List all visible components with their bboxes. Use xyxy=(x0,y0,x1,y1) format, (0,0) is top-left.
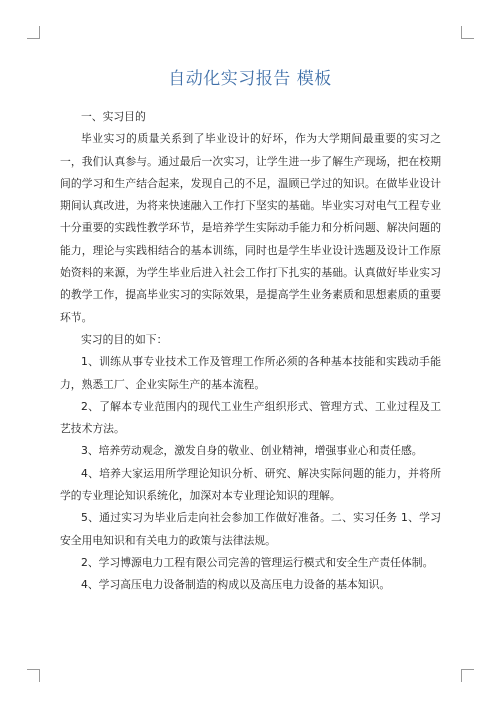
list-item: 4、学习高压电力设备制造的构成以及高压电力设备的基本知识。 xyxy=(81,578,391,592)
list-item: 1、训练从事专业技术工作及管理工作所必须的各种基本技能和实践动手能 力，熟悉工厂、企业实际生产的基本流程。 xyxy=(60,355,441,391)
paragraph: 实习的目的如下： xyxy=(81,332,168,346)
list-item: 2、了解本专业范围内的现代工业生产组织形式、管理方式、工业过程及工 艺技术方法。 xyxy=(60,399,441,436)
list-item: 3、培养劳动观念，激发自身的敬业、创业精神，增强事业心和责任感。 xyxy=(81,444,423,458)
document-body xyxy=(60,106,441,597)
crop-mark-top-left xyxy=(27,26,40,39)
crop-mark-bottom-right xyxy=(461,669,474,682)
list-item: 5、通过实习为毕业后走向社会参加工作做好准备。二、实习任务 1、学习安全用电知识和有关电力的政策与法律法规。 xyxy=(60,511,441,547)
document-title: 自动化实习报告 模板 xyxy=(168,69,332,89)
list-item: 2、学习博源电力工程有限公司完善的管理运行模式和安全生产责任体制。 xyxy=(81,555,434,569)
paragraph: 毕业实习的质量关系到了毕业设计的好坏，作为大学期间最重要的实习之 一，我们认真参与。通过最后一次实习，让学生进一步了解生产现场，把在校期 间的学习和生产结合起来，发现自己的不足，温顾已学过的知识。在做毕业设计 期间认真改进，为将来快速融入工作打下坚实的基础。毕业实习对电气工程专业 十分重要的实践性教学环节，是培养学生实际动手能力和分析问题、解决问题的 能力，理论与实践相结合的基本训练，同时也是学生毕业设计选题及设计工作原 始资料的来源，为学生毕业后进入社会工作打下扎实的基础。认真做好毕业实习 的教学工作，提高毕业实习的实际效果，是提高学生业务素质和思想素质的重要 环节。 xyxy=(60,132,441,324)
section-heading: 一、实习目的 xyxy=(81,110,146,123)
crop-mark-top-right xyxy=(461,26,474,39)
list-item: 4、培养大家运用所学理论知识分析、研究、解决实际问题的能力，并将所 学的专业理论知识系统化，加深对本专业理论知识的理解。 xyxy=(60,466,441,503)
crop-mark-bottom-left xyxy=(27,669,40,682)
